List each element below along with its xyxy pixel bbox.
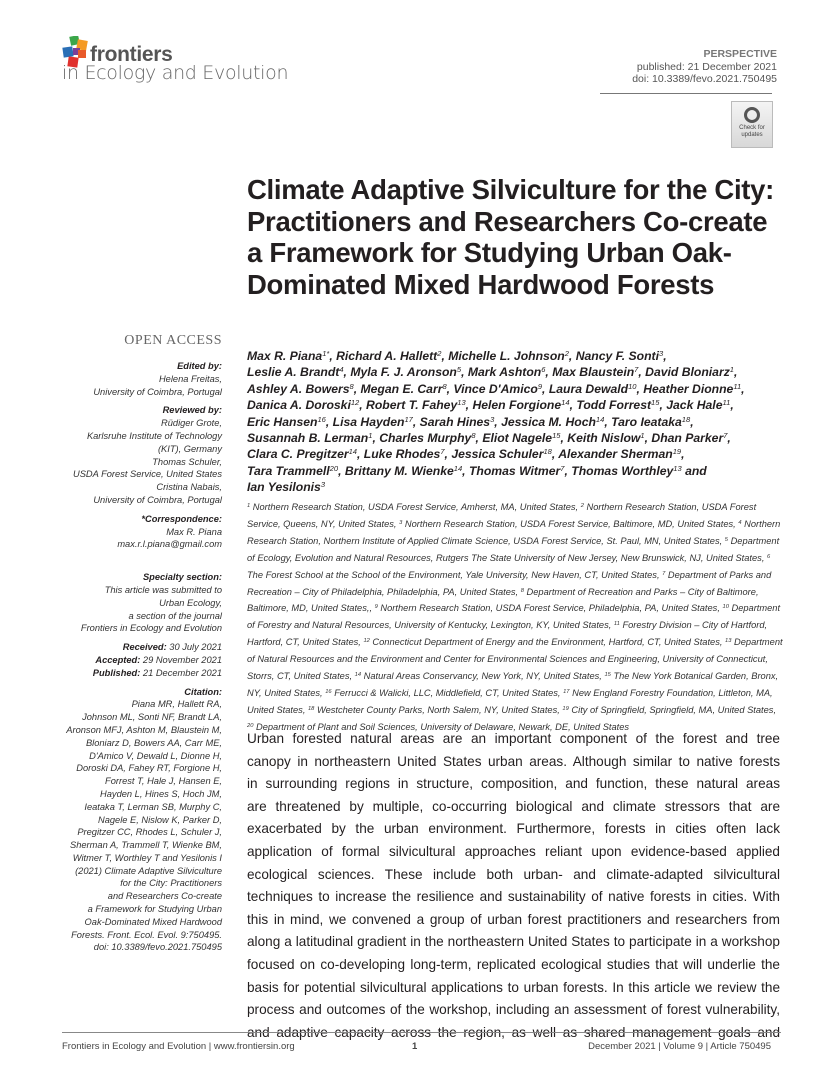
date-value: 30 July 2021	[166, 642, 222, 653]
author-line: Ashley A. Bowers$^8$, Megan E. Carr$^8$, Vince D'Amico$^9$, Laura Dewald$^{10}$, Heather Dionne$^{11}$,	[247, 381, 745, 396]
check-updates-label: Check for	[739, 125, 765, 131]
author-name[interactable]: Luke Rhodes	[363, 447, 441, 462]
author-name[interactable]: Jessica Schuler	[451, 447, 544, 462]
author-affiliation-marker: 6	[541, 365, 546, 375]
affiliation-text: The New York Botanical Garden, Bronx, NY, United States,	[247, 671, 779, 698]
author-line	[247, 479, 787, 495]
author-line: Leslie A. Brandt$^4$, Myla F. J. Aronson$^5$, Mark Ashton$^6$, Max Blaustein$^7$, David Bloniarz$^1$,	[247, 365, 738, 380]
affiliations	[247, 499, 783, 736]
date-label: Received:	[122, 642, 167, 653]
affiliation-number: 16	[325, 688, 332, 695]
abstract-line: techniques to increase the resilience and sustainability of native forests in cities. With	[247, 889, 780, 905]
sidebar-line: Hayden L, Hines S, Hoch JM,	[100, 788, 222, 799]
author-name[interactable]: Clara C. Pregitzer	[247, 447, 349, 462]
article-meta	[632, 48, 777, 86]
author-name[interactable]: Heather Dionne	[643, 381, 734, 396]
crossmark-icon	[744, 107, 760, 123]
sidebar-line: Piana MR, Hallett RA,	[131, 699, 222, 710]
author-affiliation-marker: 7	[723, 430, 728, 440]
sidebar-line: Johnson ML, Sonti NF, Brandt LA,	[82, 712, 222, 723]
sidebar-line: D'Amico V, Dewald L, Dionne H,	[89, 750, 222, 761]
sidebar-line: Witmer T, Worthley T and Yesilonis I	[72, 852, 222, 863]
sidebar-line: Karlsruhe Institute of Technology	[86, 430, 222, 441]
author-name[interactable]: Nancy F. Sonti	[575, 349, 659, 363]
sidebar-line: Pregitzer CC, Rhodes L, Schuler J,	[77, 827, 222, 838]
date-value: 29 November 2021	[140, 654, 222, 665]
sidebar-line: and Researchers Co-create	[107, 891, 222, 902]
author-line: Clara C. Pregitzer$^{14}$, Luke Rhodes$^7$, Jessica Schuler$^{18}$, Alexander Sherman$^{19}$,	[247, 447, 685, 462]
check-updates-label: updates	[741, 131, 763, 138]
sidebar-line: University of Coimbra, Portugal	[93, 494, 222, 505]
abstract-line: are threatened by multiple, co-occurring biological and climate stressors that are	[247, 798, 780, 814]
author-affiliation-marker: 3	[320, 480, 326, 490]
affiliation-number: 6	[766, 553, 771, 560]
abstract-line: exacerbated by the urban environment. Furthermore, forests in cities often lack	[247, 821, 780, 837]
affiliation-number: 15	[604, 671, 611, 678]
footer-journal[interactable]: Frontiers in Ecology and Evolution | www.frontiersin.org	[62, 1041, 295, 1052]
affiliation-text: Department of Natural Resources and the Environment and Center for Environmental Sciences and Engineering, University of Connecticut, Storrs, CT, United States,	[247, 637, 783, 682]
author-name[interactable]: Thomas Worthley	[571, 463, 674, 478]
author-line: Max R. Piana$^{1*}$, Richard A. Hallett$^2$, Michelle L. Johnson$^2$, Nancy F. Sonti$^3$,	[247, 348, 667, 363]
sidebar-heading: Reviewed by:	[162, 405, 222, 416]
author-name[interactable]: Jack Hale	[666, 398, 723, 413]
author-name[interactable]: Mark Ashton	[467, 365, 542, 380]
date-row	[22, 641, 222, 654]
affiliation-number: 12	[363, 638, 370, 645]
author-affiliation-marker: 14	[595, 414, 605, 424]
author-affiliation-marker: 11	[733, 381, 742, 391]
author-name[interactable]: Charles Murphy	[379, 431, 472, 446]
affiliation-text: Department of Ecology, Evolution and Natural Resources, Rutgers The State University of New Jersey, New Brunswick, NJ, United States,	[247, 535, 780, 563]
affiliation-text: Natural Areas Conservancy, New York, NY, United States,	[361, 671, 605, 682]
sidebar-line[interactable]: max.r.l.piana@gmail.com	[117, 539, 222, 550]
author-affiliation-marker: 7	[440, 447, 445, 457]
sidebar-line: University of Coimbra, Portugal	[93, 386, 222, 397]
abstract-line: and adaptive capacity across the region, as well as shared management goals and	[247, 1024, 780, 1040]
author-list	[247, 348, 787, 496]
author-affiliation-marker: 20	[329, 463, 339, 473]
sidebar-line: a Framework for Studying Urban	[87, 904, 222, 915]
author-name[interactable]: Ashley A. Bowers	[247, 381, 350, 396]
affiliation-number: 14	[354, 671, 362, 678]
author-affiliation-marker: 8	[442, 381, 447, 391]
affiliation-text: Department of Recreation and Parks – City of Baltimore, Baltimore, MD, United States,,	[247, 586, 759, 614]
affiliation-text: Northern Research Station, USDA Forest Service, Amherst, MA, United States,	[250, 502, 581, 512]
sidebar-line: doi: 10.3389/fevo.2021.750495	[93, 942, 222, 953]
author-name[interactable]: Susannah B. Lerman	[247, 431, 369, 446]
author-name[interactable]: Sarah Hines	[419, 414, 491, 429]
sidebar-line: Doroski DA, Fahey RT, Forgione H,	[76, 763, 222, 774]
affiliation-number: 7	[662, 570, 666, 577]
author-name[interactable]: Myla F. J. Aronson	[350, 365, 457, 380]
author-affiliation-marker: 15	[651, 398, 660, 408]
author-name[interactable]: Thomas Witmer	[468, 463, 561, 478]
affiliation-number: 19	[562, 705, 569, 712]
abstract-line: in surrounding regions in structure, composition, and function, these natural areas	[247, 776, 780, 792]
author-affiliation-marker: 14	[561, 398, 570, 408]
author-name[interactable]: Taro Ieataka	[611, 414, 682, 429]
sidebar-line: Nagele E, Nislow K, Parker D,	[97, 814, 222, 825]
author-name[interactable]: Dhan Parker	[651, 431, 724, 446]
page-number: 1	[412, 1041, 418, 1052]
author-name[interactable]: Alexander Sherman	[558, 447, 673, 462]
specialty-section	[22, 571, 222, 635]
affiliation-text: Department of Forestry and Natural Resources, University of Kentucky, Lexington, KY, United States,	[247, 603, 781, 631]
author-name[interactable]: Max R. Piana	[247, 349, 323, 363]
author-name[interactable]: Keith Nislow	[567, 431, 641, 446]
affiliation-number: 4	[738, 519, 742, 526]
sidebar-line: (2021) Climate Adaptive Silviculture	[75, 865, 222, 876]
journal-name: in Ecology and Evolution	[62, 62, 289, 84]
author-affiliation-marker: 17	[404, 414, 413, 424]
affiliation-number: 11	[613, 621, 620, 628]
abstract-line: basis for potential silvicultural applications to urban forests. In this article we review the	[247, 979, 780, 995]
sidebar-heading: Specialty section:	[142, 572, 222, 583]
affiliation-number: 2	[580, 502, 584, 509]
author-line: Susannah B. Lerman$^1$, Charles Murphy$^8$, Eliot Nagele$^{15}$, Keith Nislow$^1$, Dhan Parker$^7$,	[247, 430, 731, 446]
author-name[interactable]: Michelle L. Johnson	[448, 349, 565, 363]
author-name[interactable]: Laura Dewald	[548, 381, 629, 396]
affiliation-text: Forestry Division – City of Hartford, Hartford, CT, United States,	[247, 620, 768, 648]
author-affiliation-marker: 3	[659, 348, 664, 358]
sidebar-line: Frontiers in Ecology and Evolution	[80, 623, 222, 634]
footer-issue: December 2021 | Volume 9 | Article 750495	[588, 1041, 771, 1052]
author-affiliation-marker: 7	[634, 365, 639, 375]
author-affiliation-marker: 4	[339, 365, 344, 375]
author-name[interactable]: Todd Forrest	[576, 398, 652, 413]
sidebar-line: (KIT), Germany	[157, 443, 222, 454]
sidebar-line: Sherman A, Trammell T, Wienke BM,	[70, 840, 222, 851]
affiliation-text: Northern Research Station, USDA Forest Service, Baltimore, MD, United States,	[402, 518, 739, 529]
sidebar-line: Max R. Piana	[166, 526, 222, 537]
author-affiliation-marker: 1	[640, 430, 645, 440]
citation	[22, 686, 222, 955]
abstract-line: along a latitudinal gradient in the northeastern United States to participate in a workshop	[247, 934, 780, 950]
date-label: Accepted:	[95, 654, 141, 665]
author-affiliation-marker: 11	[722, 398, 731, 408]
published-date: published: 21 December 2021	[636, 60, 777, 73]
author-affiliation-marker: 14	[453, 463, 463, 473]
open-access-label: OPEN ACCESS	[124, 333, 222, 348]
author-line: Eric Hansen$^{16}$, Lisa Hayden$^{17}$, Sarah Hines$^3$, Jessica M. Hoch$^{14}$, Taro Ieataka$^{18}$,	[247, 414, 694, 429]
author-name[interactable]: Max Blaustein	[552, 365, 635, 380]
author-name[interactable]: Eric Hansen	[247, 414, 318, 429]
sidebar-heading: *Correspondence:	[141, 513, 222, 524]
author-affiliation-marker: 10	[628, 381, 637, 391]
sidebar-line: Ieataka T, Lerman SB, Murphy C,	[84, 801, 222, 812]
affiliation-text: Ferrucci & Walicki, LLC, Middlefield, CT, United States,	[331, 687, 564, 698]
abstract-line: process and outcomes of the workshop, including an assessment of forest vulnerability,	[247, 1002, 780, 1018]
correspondence	[22, 513, 222, 551]
sidebar-line: for the City: Practitioners	[120, 878, 222, 889]
author-name[interactable]: Robert T. Fahey	[366, 398, 458, 413]
author-affiliation-marker: 18	[543, 447, 552, 457]
author-name[interactable]: Lisa Hayden	[332, 414, 405, 429]
affiliation-text: New England Forestry Foundation, Littleton, MA, United States,	[247, 687, 773, 715]
sidebar-heading: Citation:	[184, 686, 222, 697]
date-value: 21 December 2021	[140, 667, 222, 678]
footer-divider	[62, 1032, 781, 1033]
sidebar-line: Oak-Dominated Mixed Hardwood	[84, 916, 222, 927]
sidebar-line: Cristina Nabais,	[156, 482, 222, 493]
date-row	[22, 654, 222, 667]
affiliation-number: 3	[399, 519, 403, 526]
affiliation-text: Northern Research Station, USDA Forest Service, Queens, NY, United States,	[247, 502, 757, 529]
author-name[interactable]: Vince D'Amico	[453, 381, 538, 396]
abstract-line: canopy in northeastern United States urban areas. Although similar to native forests	[247, 753, 780, 769]
sidebar-line: USDA Forest Service, United States	[73, 469, 222, 480]
affiliation-text: The Forest School at the School of the Environment, Yale University, New Haven, CT, United States,	[247, 569, 663, 580]
author-name[interactable]: Jessica M. Hoch	[501, 414, 596, 429]
author-name[interactable]: Brittany M. Wienke	[344, 463, 454, 478]
author-affiliation-marker: 9	[537, 381, 543, 391]
author-affiliation-marker: 1	[368, 430, 373, 440]
affiliation-number: 20	[247, 722, 254, 729]
affiliation-number: 13	[725, 638, 732, 645]
article-title: Climate Adaptive Silviculture for the City: Practitioners and Researchers Co-create a Framework for Studying Urban Oak-Dominated Mixed Hardwood Forests	[247, 174, 775, 300]
author-affiliation-marker: 16	[317, 414, 326, 424]
author-affiliation-marker: 14	[348, 447, 358, 457]
author-affiliation-marker: 13	[673, 463, 682, 473]
author-affiliation-marker: 19	[672, 447, 682, 457]
abstract-line: this in mind, we convened a group of urban forest practitioners and researchers from	[247, 911, 780, 927]
author-affiliation-marker: 2	[437, 348, 442, 358]
affiliation-text: City of Springfield, Springfield, MA, United States,	[568, 704, 777, 715]
affiliation-text: Northern Research Station, USDA Forest Service, Philadelphia, PA, United States,	[377, 603, 723, 614]
abstract-line: ecological sciences. These include both urban- and climate-adapted silvicultural	[247, 866, 780, 882]
affiliation-number: 10	[722, 604, 729, 611]
author-name[interactable]: Megan E. Carr	[360, 381, 443, 396]
author-affiliation-marker: 3	[490, 414, 495, 424]
author-name[interactable]: Ian Yesilonis	[247, 480, 321, 495]
author-affiliation-marker: 8	[471, 430, 476, 440]
affiliation-text: Connecticut Department of Energy and the Environment, Hartford, CT, United States,	[369, 637, 726, 648]
date-label: Published:	[92, 667, 141, 678]
date-row	[22, 667, 222, 680]
sidebar-line: This article was submitted to	[104, 584, 222, 595]
author-line: Danica A. Doroski$^{12}$, Robert T. Fahey$^{13}$, Helen Forgione$^{14}$, Todd Forrest$^{15}$, Jack Hale$^{11}$,	[247, 398, 734, 413]
sidebar-heading: Edited by:	[177, 361, 222, 371]
sidebar-line: Helena Freitas,	[158, 373, 222, 384]
affiliation-number: 18	[307, 705, 315, 712]
article-type: PERSPECTIVE	[703, 48, 777, 60]
author-affiliation-marker: 2	[564, 348, 569, 358]
abstract	[247, 728, 780, 1044]
author-affiliation-marker: 1	[729, 365, 734, 375]
affiliation-text: Northern Research Station, Northern Institute of Applied Climate Science, USDA Forest Service, St. Paul, MN, United States,	[247, 518, 781, 546]
affiliation-number: 8	[520, 587, 524, 594]
author-affiliation-marker: 15	[552, 430, 561, 440]
author-line: Tara Trammell$^{20}$, Brittany M. Wienke$^{14}$, Thomas Witmer$^7$, Thomas Worthley$^{13}$ and	[247, 463, 707, 478]
author-affiliation-marker: 7	[560, 463, 565, 473]
author-name[interactable]: Leslie A. Brandt	[247, 365, 340, 380]
sidebar-line: a section of the journal	[128, 610, 222, 621]
abstract-line: Urban forested natural areas are an important component of the forest and tree	[247, 731, 780, 746]
sidebar-line: Thomas Schuler,	[152, 456, 222, 467]
sidebar-line: Forrest T, Hale J, Hansen E,	[105, 776, 222, 787]
sidebar	[22, 360, 222, 954]
author-affiliation-marker: 12	[350, 398, 360, 408]
edited-by	[22, 360, 222, 398]
author-affiliation-marker: 18	[681, 414, 691, 424]
article-doi[interactable]: doi: 10.3389/fevo.2021.750495	[632, 73, 777, 85]
dates	[22, 641, 222, 679]
sidebar-line: Rüdiger Grote,	[161, 418, 222, 429]
affiliation-text: Westcheter County Parks, North Salem, NY, United States,	[314, 704, 563, 715]
affiliation-number: 5	[724, 536, 728, 543]
author-name[interactable]: David Bloniarz	[645, 365, 730, 380]
sidebar-line: Bloniarz D, Bowers AA, Carr ME,	[85, 737, 222, 748]
abstract-line: application of formal silvicultural approaches reliant upon evidence-based applied	[247, 843, 780, 859]
author-name[interactable]: Richard A. Hallett	[336, 349, 438, 363]
header-divider	[600, 93, 772, 94]
sidebar-line: Urban Ecology,	[159, 597, 222, 608]
affiliation-number: 1	[247, 502, 251, 509]
affiliation-text: Department of Plant and Soil Sciences, University of Delaware, Newark, DE, United States	[253, 721, 630, 732]
author-affiliation-marker: 5	[456, 365, 462, 375]
author-name[interactable]: Tara Trammell	[247, 463, 330, 478]
brand-name: frontiers	[90, 43, 173, 66]
abstract-line: focused on co-developing long-term, replicated ecological studies that will underlie the	[247, 956, 780, 972]
reviewed-by	[22, 404, 222, 506]
affiliation-number: 17	[563, 688, 570, 695]
author-affiliation-marker: 8	[349, 381, 354, 391]
author-affiliation-marker: 13	[457, 398, 466, 408]
sidebar-line: Aronson MFJ, Ashton M, Blaustein M,	[66, 724, 222, 735]
affiliation-number: 9	[374, 604, 378, 611]
sidebar-line: Forests. Front. Ecol. Evol. 9:750495.	[71, 929, 222, 940]
affiliation-text: Department of Parks and Recreation – City of Philadelphia, Philadelphia, PA, United States,	[247, 569, 772, 597]
author-name[interactable]: Eliot Nagele	[482, 431, 553, 446]
author-name[interactable]: Helen Forgione	[472, 398, 562, 413]
check-for-updates-button[interactable]	[731, 101, 773, 148]
author-affiliation-marker: 1*	[322, 348, 330, 358]
author-name[interactable]: Danica A. Doroski	[247, 398, 351, 413]
